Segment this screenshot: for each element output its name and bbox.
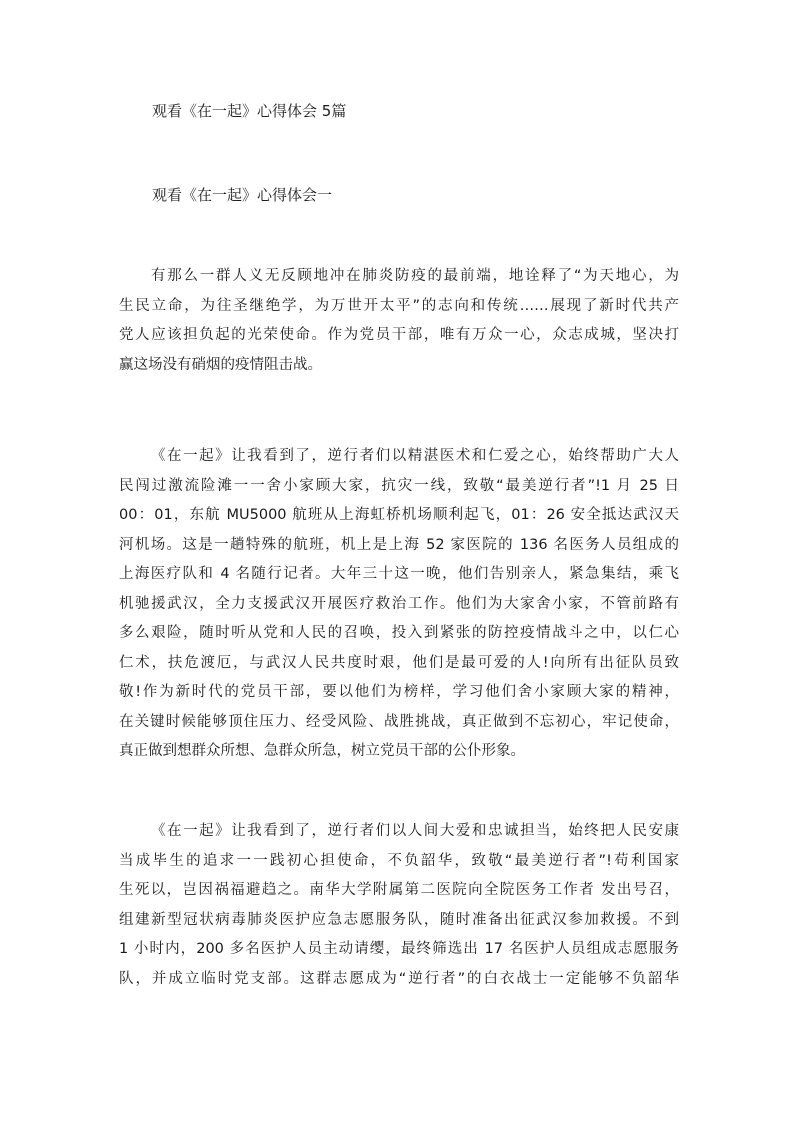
section-heading: 观看《在一起》心得体会一 [152, 186, 333, 204]
paragraph-line: 党人应该担负起的光荣使命。作为党员干部，唯有万众一心，众志成城，坚决打 [119, 327, 679, 343]
paragraph-line: 赢这场没有硝烟的疫情阻击战。 [119, 356, 322, 373]
paragraph-line: 00：01，东航 MU5000 航班从上海虹桥机场顺利起飞，01：26 安全抵达武汉天 [119, 507, 679, 523]
paragraph-line: 多么艰险，随时听从党和人民的召唤，投入到紧张的防控疫情战斗之中，以仁心 [119, 625, 679, 641]
paragraph-line: 组建新型冠状病毒肺炎医护应急志愿服务队，随时准备出征武汉参加救援。不到 [119, 911, 679, 928]
paragraph-line: 生死以，岂因祸福避趋之。南华大学附属第二医院向全院医务工作者 发出号召， [119, 882, 679, 898]
paragraph-1 [119, 262, 679, 380]
paragraph-line: 在关键时候能够顶住压力、经受风险、战胜挑战，真正做到不忘初心，牢记使命， [119, 713, 679, 730]
paragraph-line: 真正做到想群众所想、急群众所急，树立党员干部的公仆形象。 [119, 743, 525, 759]
paragraph-line: 上海医疗队和 4 名随行记者。大年三十这一晚，他们告别亲人，紧急集结，乘飞 [119, 566, 679, 582]
paragraph-line: 机驰援武汉，全力支援武汉开展医疗救治工作。他们为大家舍小家，不管前路有 [119, 595, 679, 612]
paragraph-line: 有那么一群人义无反顾地冲在肺炎防疫的最前端，地诠释了“为天地心，为 [151, 268, 679, 284]
paragraph-line: 仁术，扶危渡厄，与武汉人民共度时艰，他们是最可爱的人!向所有出征队员致 [119, 654, 679, 671]
paragraph-line: 队，并成立临时党支部。这群志愿成为“逆行者”的白衣战士一定能够不负韶华 [119, 970, 679, 987]
paragraph-line: 民闯过激流险滩一一舍小家顾大家，抗灾一线，致敬“最美逆行者”!1 月 25 日 [119, 477, 679, 494]
paragraph-3 [119, 817, 679, 994]
paragraph-line: 《在一起》让我看到了，逆行者们以精湛医术和仁爱之心，始终帮助广大人 [151, 448, 679, 464]
paragraph-line: 1 小时内，200 多名医护人员主动请缨，最终筛选出 17 名医护人员组成志愿服务 [119, 941, 679, 957]
paragraph-line: 河机场。这是一趟特殊的航班，机上是上海 52 家医院的 136 名医务人员组成的 [119, 536, 679, 553]
paragraph-line: 《在一起》让我看到了，逆行者们以人间大爱和忠诚担当，始终把人民安康 [151, 823, 679, 839]
paragraph-line: 生民立命，为往圣继绝学，为万世开太平”的志向和传统……展现了新时代共产 [119, 297, 679, 314]
document-title: 观看《在一起》心得体会 5篇 [152, 102, 347, 120]
paragraph-line: 当成毕生的追求一一践初心担使命，不负韶华，致敬“最美逆行者”!苟利国家 [119, 852, 679, 869]
paragraph-2 [119, 442, 679, 767]
paragraph-line: 敬!作为新时代的党员干部，要以他们为榜样，学习他们舍小家顾大家的精神， [119, 684, 679, 700]
